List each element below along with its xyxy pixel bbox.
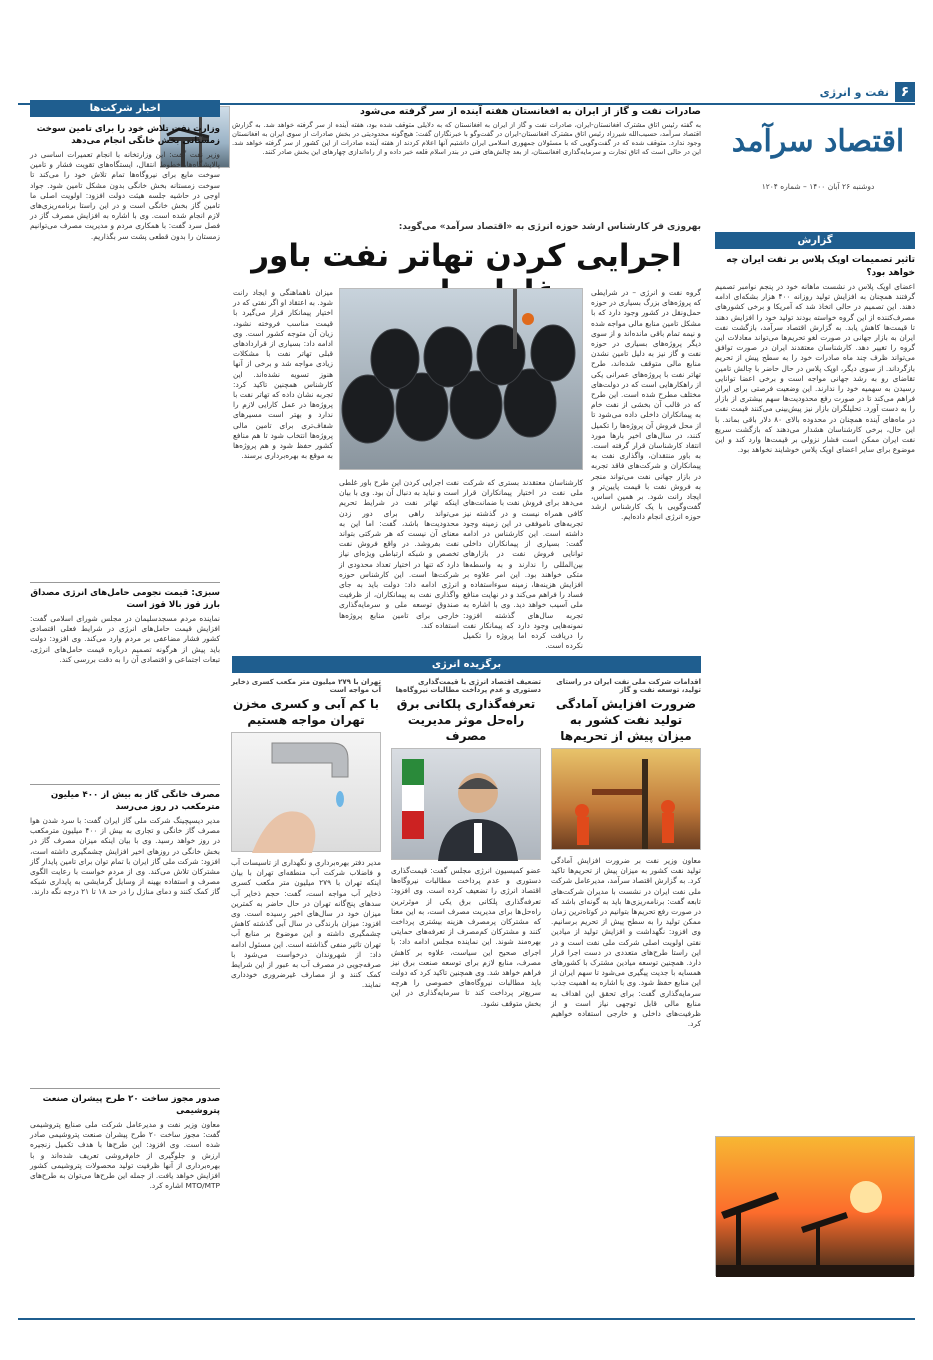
report-headline: تاثیر تصمیمات اوپک پلاس بر نفت ایران چه خواهد بود؟ — [726, 255, 915, 278]
main-col-2 — [339, 478, 459, 638]
main-headline: اجرایی کردن تهاتر نفت باور — [251, 238, 682, 274]
main-col-2-text: نفت اجرایی کردن این طرح باور غلطی است و نباید به دنبال آن بود. وی با بیان اینکه تهاتر نفت در شرایط تحریم می‌تواند راهی برای دور زدن محدودیت‌ها باشد، گفت: اما این به معنای آن نیست که هر شرکتی بتواند نفت بفروشد. در واقع فروش نفت تخصص و شبکه ارتباطی ویژه‌ای نیاز دارد که تنها در اختیار تعداد محدودی از شرکت‌ها است. این کارشناس حوزه انرژی ادامه داد: دولت باید به جای واگذاری نفت به پیمانکاران، از ظرفیت صندوق توسعه ملی و سرمایه‌گذاری خارجی برای تامین منابع پروژه‌ها استفاده کند. — [339, 478, 459, 630]
top-story — [232, 106, 701, 198]
official-portrait-photo — [391, 748, 541, 860]
report-bar: گزارش — [715, 232, 915, 249]
main-col-1-text: گروه نفت و انرژی – در شرایطی که پروژه‌های بزرگ بسیاری در حوزه حمل‌ونقل در کشور وجود دارد که با مشکل تامین منابع مالی مواجه شده و نیمه تمام باقی مانده‌اند و از سوی دیگر پروژه‌های بسیاری در حوزه نفت و گاز نیز به دلیل تامین نشدن منابع مالی متوقف شده‌اند، طرح تهاتر نفت با پروژه‌های عمرانی یکی از راهکارهایی است که در دولت‌های مختلف مطرح شده است. این طرح که در قالب آن بخشی از نفت خام به پیمانکاران داخلی داده می‌شود تا از محل فروش آن پروژه‌ها را تکمیل کنند، در سال‌های اخیر بارها مورد انتقاد کارشناسان قرار گرفته است. به باور منتقدان، واگذاری نفت به پیمانکاران و شرکت‌های فاقد تجربه در بازار جهانی نفت می‌تواند منجر به فروش نفت با قیمت پایین‌تر و ایجاد رانت شود. بر همین اساس، گفت‌وگویی با یک کارشناس ارشد حوزه انرژی انجام داده‌ایم. — [591, 288, 701, 522]
report-column — [715, 232, 915, 1312]
sel-1-headline: ضرورت افزایش آمادگی تولید نفت کشور به میزان پیش از تحریم‌ها — [555, 697, 697, 743]
sel-2-body: عضو کمیسیون انرژی مجلس گفت: قیمت‌گذاری دستوری و عدم پرداخت مطالبات نیروگاه‌ها اقتصاد انرژی را تضعیف کرده است. وی افزود: تعرفه‌گذاری پلکانی برق یکی از موثرترین راه‌حل‌ها برای مدیریت مصرف است، به این معنا که مشترکان پرمصرف هزینه بیشتری پرداخت کنند و مشترکان کم‌مصرف از تعرفه‌های حمایتی بهره‌مند شوند. این نماینده مجلس ادامه داد: با اجرای صحیح این سیاست، علاوه بر کاهش مصرف، منابع لازم برای توسعه صنعت برق نیز فراهم خواهد شد. وی همچنین تاکید کرد که دولت باید مطالبات نیروگاه‌های خصوصی را هرچه سریع‌تر پرداخت کند تا سرمایه‌گذاری در این بخش متوقف نشود. — [391, 866, 541, 1008]
selected-item-3 — [231, 678, 381, 1316]
company-news-item — [30, 784, 220, 1084]
report-body: اعضای اوپک پلاس در نشست ماهانه خود در پنجم نوامبر تصمیم گرفتند همچنان به افزایش تولید روزانه ۴۰۰ هزار بشکه‌ای ادامه دهند. این تصمیم در حالی اتخاذ شد که آمریکا و برخی کشورهای مصرف‌کننده از این گروه خواسته بودند تولید خود را افزایش دهند تا قیمت‌ها کاهش یابد. به گزارش اقتصاد سرآمد، بازگشت نفت ایران به بازار جهانی در صورت لغو تحریم‌ها می‌تواند معادلات این گروه را تغییر دهد. کارشناسان معتقدند ایران در صورت توافق می‌تواند ظرف چند ماه صادرات خود را به سطح پیش از تحریم بازگرداند. از سوی دیگر، اوپک پلاس در حال حاضر با چالش تامین تقاضای رو به رشد جهانی مواجه است و برخی اعضا توانایی رسیدن به سهمیه خود را ندارند. این وضعیت فرصتی برای ایران فراهم می‌کند تا در صورت رفع محدودیت‌ها سهم بیشتری از بازار را به دست آورد. تحلیلگران بازار نیز پیش‌بینی می‌کنند قیمت نفت در ماه‌های آینده همچنان در محدوده بالای ۸۰ دلار باقی بماند. با این حال، برخی کارشناسان هشدار می‌دهند که بازگشت سریع نفت ایران ممکن است فشار نزولی بر قیمت‌ها وارد کند و این موضوع برای سایر اعضای اوپک پلاس خوشایند نخواهد بود. — [715, 282, 916, 455]
company-news-bar: اخبار شرکت‌ها — [30, 100, 220, 117]
section-title: نفت و انرژی — [819, 86, 889, 99]
page-number-badge: ۶ — [895, 82, 915, 102]
news-4-headline: صدور مجوز ساخت ۲۰ طرح پیشران صنعت پتروشیمی — [42, 1094, 220, 1116]
main-col-4-text: میزان ناهماهنگی و ایجاد رانت شود. به اعتقاد او اگر نفتی که در اختیار پیمانکار قرار می‌گیرد با قیمت مناسب فروخته نشود، زیان آن متوجه کشور است. وی ادامه داد: بسیاری از قراردادهای قبلی تهاتر نفت با مشکلات زیادی مواجه شد و برخی از آنها هنوز تسویه نشده‌اند. این کارشناس همچنین تاکید کرد: تجربه نشان داده که تهاتر نفت با پروژه‌ها در عمل کارایی لازم را ندارد و بهتر است مسیرهای شفاف‌تری برای تامین مالی پروژه‌ها انتخاب شود تا هم منافع کشور حفظ شود و هم پروژه‌ها به موقع به بهره‌برداری برسند. — [233, 288, 333, 461]
page-header — [0, 0, 933, 100]
sel-3-headline: با کم آبی و کسری مخزن تهران مواجه هستیم — [233, 697, 379, 727]
footer-rule — [18, 1318, 915, 1320]
news-1-body: وزیر نفت گفت: این وزارتخانه با انجام تعمیرات اساسی در پالایشگاه‌ها، خطوط انتقال، ایستگاه‌های تقویت فشار و تامین سوخت مایع برای نیروگاه‌ها تمام تلاش خود را می‌کند تا سوخت زمستانه بخش خانگی بدون مشکل تامین شود. جواد اوجی در حاشیه جلسه هیئت دولت افزود: اولویت اصلی ما تامین گاز بخش خانگی است و در این راستا برنامه‌ریزی‌های لازم انجام شده است. وی با اشاره به افزایش مصرف گاز در فصل سرد گفت: با همکاری مردم و مدیریت مصرف می‌توانیم زمستان را بدون قطعی پشت سر بگذاریم. — [30, 150, 220, 241]
oil-barrels-photo — [339, 288, 583, 470]
news-4-body: معاون وزیر نفت و مدیرعامل شرکت ملی صنایع پتروشیمی گفت: مجوز ساخت ۲۰ طرح پیشران صنعت پتروشیمی صادر شده است. وی افزود: این طرح‌ها با هدف تکمیل زنجیره ارزش و جلوگیری از خام‌فروشی تعریف شده‌اند و با بهره‌برداری از آنها ظرفیت تولید محصولات پتروشیمی کشور افزایش خواهد یافت. از جمله این طرح‌ها می‌توان به طرح‌های MTO/MTP اشاره کرد. — [30, 1120, 220, 1191]
news-3-body: مدیر دیسپچینگ شرکت ملی گاز ایران گفت: با سرد شدن هوا مصرف گاز خانگی و تجاری به بیش از ۴۰۰ میلیون مترمکعب در روز خواهد رسید. وی با بیان اینکه میزان مصرف گاز در بخش خانگی در روزهای اخیر افزایش چشمگیری داشته است، افزود: شرکت ملی گاز ایران با تمام توان برای تامین پایدار گاز مشترکان تلاش می‌کند. وی از مردم خواست با رعایت الگوی مصرف و استفاده بهینه از وسایل گرمایشی به پایداری شبکه گاز کمک کنند و دمای منازل را در حد ۱۸ تا ۲۱ درجه نگه دارند. — [30, 816, 220, 897]
main-kicker: بهروزی فر کارشناس ارشد حوزه انرژی به «اقتصاد سرآمد» می‌گوید: — [398, 222, 701, 232]
sel-2-kicker: تضعیف اقتصاد انرژی با قیمت‌گذاری دستوری و عدم پرداخت مطالبات نیروگاه‌ها — [395, 678, 541, 694]
sel-3-kicker: تهران با ۲۷۹ میلیون متر مکعب کسری ذخایر آب مواجه است — [231, 678, 381, 694]
top-story-body: به گفته رئیس اتاق مشترک افغانستان-ایران، صادرات نفت و گاز از ایران به افغانستان که به دلایلی متوقف شده بود، هفته آینده از سر گرفته خواهد شد. به گزارش اقتصاد سرآمد، حسیب‌الله شیرزاد رئیس اتاق مشترک افغانستان-ایران در گفت‌وگو با خبرنگاران گفت: هیچ‌گونه محدودیتی در بخش صادرات از سوی ایران به افغانستان وجود ندارد. متوقف شده که در گفت‌وگویی که با مسئولان جمهوری اسلامی ایران داشتیم آنها اعلام کردند از هفته آینده صادرات از این کشور از سر گرفته خواهد شد. این در حالی است که اتاق تجارت و سرمایه‌گذاری افغانستان، از بعد چالش‌های فنی در بندر اسلام قلعه خبر داده و از راه‌اندازی چهارهای این بخش صادر کنند. — [232, 121, 701, 156]
sel-3-body: مدیر دفتر بهره‌برداری و نگهداری از تاسیسات آب و فاضلاب شرکت آب منطقه‌ای تهران با بیان اینکه تهران با ۲۷۹ میلیون متر مکعب کسری ذخایر آب مواجه است، گفت: حجم ذخایر آب سدهای پنج‌گانه تهران در حال حاضر به کمترین میزان خود در سال‌های اخیر رسیده است. وی افزود: میزان بارندگی در سال آبی گذشته کاهش چشمگیری داشته و این موضوع بر منابع آب تهران تاثیر منفی گذاشته است. این مسئول ادامه داد: از شهروندان درخواست می‌شود با صرفه‌جویی در مصرف آب به عبور از این شرایط کمک کنند و از مصارف غیرضروری خودداری نمایند. — [231, 858, 381, 990]
company-news-item — [30, 123, 220, 578]
oil-workers-photo — [551, 748, 701, 850]
selected-bar: برگزیده انرژی — [232, 656, 701, 673]
brand-wordmark: اقتصاد سرآمد — [731, 124, 905, 159]
brand-logo — [723, 112, 913, 192]
sel-2-headline: تعرفه‌گذاری پلکانی برق راه‌حل موثر مدیریت مصرف — [396, 697, 536, 743]
selected-item-1 — [551, 678, 701, 1316]
main-col-4 — [233, 288, 333, 638]
selected-item-2 — [391, 678, 541, 1316]
sel-1-kicker: اقدامات شرکت ملی نفت ایران در راستای تولید، توسعه نفت و گاز — [556, 678, 701, 694]
news-2-body: نماینده مردم مسجدسلیمان در مجلس شورای اسلامی گفت: افزایش قیمت حامل‌های انرژی در شرایط فعلی اقتصادی کشور فشار مضاعفی بر مردم وارد می‌کند. وی افزود: دولت باید پیش از هرگونه تصمیم درباره قیمت حامل‌های انرژی، تبعات اجتماعی و اقتصادی آن را به دقت بررسی کند. — [30, 614, 220, 664]
main-col-1 — [591, 288, 701, 638]
oil-rigs-sunset-photo — [715, 1136, 915, 1276]
company-news-item — [30, 582, 220, 780]
main-col-3-text: کارشناسان معتقدند بستری که شرکت ملی نفت در اختیار پیمانکاران قرار می‌دهد برای فروش نفت با ضمانت‌های کافی همراه نیست و در گذشته نیز تجربه‌های ناموفقی در این زمینه وجود داشته است. این کارشناس در ادامه گفت: بسیاری از پیمانکاران داخلی توانایی فروش نفت در بازارهای بین‌المللی را ندارند و به واسطه‌ها متکی خواهند بود. این امر علاوه بر افزایش هزینه‌ها، زمینه سوءاستفاده و فساد را فراهم می‌کند و در نهایت منافع ملی آسیب خواهد دید. وی با اشاره به تجربه سال‌های گذشته افزود: نمونه‌هایی وجود دارد که پیمانکار نفت را دریافت کرده اما پروژه را تکمیل نکرده است. — [463, 478, 583, 651]
top-story-headline: صادرات نفت و گاز از ایران به افغانستان هفته آینده از سر گرفته می‌شود — [360, 106, 701, 117]
news-3-headline: مصرف خانگی گاز به بیش از ۴۰۰ میلیون مترمکعب در روز می‌رسد — [50, 790, 220, 812]
news-1-headline: وزارت نفت تلاش خود را برای تامین سوخت زمستانی بخش خانگی انجام می‌دهد — [36, 124, 220, 146]
company-news-column — [30, 100, 220, 1315]
news-2-headline: سبزی: قیمت نجومی حامل‌های انرژی مصداق بارز قوز بالا قوز است — [30, 588, 220, 610]
issue-line: دوشنبه ۲۶ آبان ۱۴۰۰ – شماره ۱۲۰۴ — [761, 182, 875, 191]
main-col-3 — [463, 478, 583, 651]
water-tap-photo — [231, 732, 381, 852]
sel-1-body: معاون وزیر نفت بر ضرورت افزایش آمادگی تولید نفت کشور به میزان پیش از تحریم‌ها تاکید کرد. به گزارش اقتصاد سرآمد، مدیرعامل شرکت ملی نفت ایران در نشست با مدیران شرکت‌های تابعه گفت: برنامه‌ریزی‌ها باید به گونه‌ای باشد که در صورت رفع تحریم‌ها بتوانیم در کوتاه‌ترین زمان ممکن تولید را به سطح پیش از تحریم برسانیم. وی افزود: نگهداشت و افزایش تولید از میادین نفتی اولویت اصلی شرکت ملی نفت است و در این راستا طرح‌های متعددی در دست اجرا قرار دارد. همچنین توسعه میادین مشترک با کشورهای همسایه با جدیت پیگیری می‌شود تا سهم ایران از این منابع حفظ شود. وی با اشاره به اهمیت جذب سرمایه‌گذاری گفت: برای تحقق این اهداف به منابع مالی قابل توجهی نیاز است و از ظرفیت‌های داخلی و خارجی استفاده خواهیم کرد. — [551, 856, 701, 1029]
